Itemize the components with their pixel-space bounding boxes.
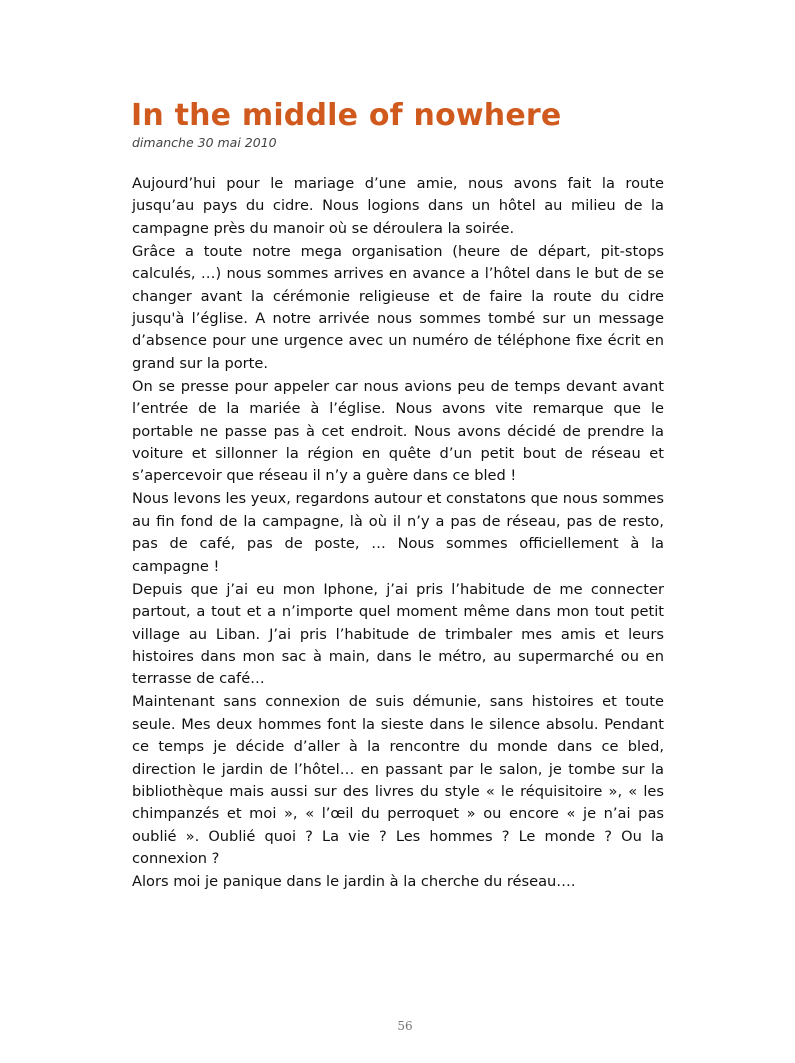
- paragraph: Depuis que j’ai eu mon Iphone, j’ai pris l’habitude de me connecter partout, a tout et a n’importe quel moment même dans mon tout petit village au Liban. J’ai pris l’habitude de trimbaler mes amis et leurs histoires dans mon sac à main, dans le métro, au supermarché ou en terrasse de café…: [132, 580, 664, 688]
- paragraph: On se presse pour appeler car nous avions peu de temps devant avant l’entrée de la mariée à l’église. Nous avons vite remarque que le portable ne passe pas à cet endroit. Nous avons décidé de prendre la voiture et sillonner la région en quête d’un petit bout de réseau et s’apercevoir que réseau il n’y a guère dans ce bled !: [132, 377, 664, 485]
- paragraph: Aujourd’hui pour le mariage d’une amie, nous avons fait la route jusqu’au pays du cidre. Nous logions dans un hôtel au milieu de la campagne près du manoir où se déroulera la soirée.: [132, 175, 664, 237]
- article-body: [132, 173, 664, 894]
- article-date: dimanche 30 mai 2010: [132, 135, 277, 150]
- paragraph: Grâce a toute notre mega organisation (heure de départ, pit-stops calculés, …) nous sommes arrives en avance a l’hôtel dans le but de se changer avant la cérémonie religieuse et de faire la route du cidre jusqu'à l’église. A notre arrivée nous sommes tombé sur un message d’absence pour une urgence avec un numéro de téléphone fixe écrit en grand sur la porte.: [132, 242, 664, 372]
- page-number: 56: [397, 1019, 413, 1033]
- article-title: In the middle of nowhere: [131, 98, 562, 133]
- paragraph: Maintenant sans connexion de suis démunie, sans histoires et toute seule. Mes deux hommes font la sieste dans le silence absolu. Pendant ce temps je décide d’aller à la rencontre du monde dans ce bled, direction le jardin de l’hôtel… en passant par le salon, je tombe sur la bibliothèque mais aussi sur des livres du style « le réquisitoire », « les chimpanzés et moi », « l’œil du perroquet » ou encore « je n’ai pas oublié ». Oublié quoi ? La vie ? Les hommes ? Le monde ? Ou la connexion ? Alors moi je panique dans le jardin à la cherche du réseau….: [132, 693, 664, 890]
- paragraph: Nous levons les yeux, regardons autour et constatons que nous sommes au fin fond de la campagne, là où il n’y a pas de réseau, pas de resto, pas de café, pas de poste, … Nous sommes officiellement à la campagne !: [132, 490, 664, 575]
